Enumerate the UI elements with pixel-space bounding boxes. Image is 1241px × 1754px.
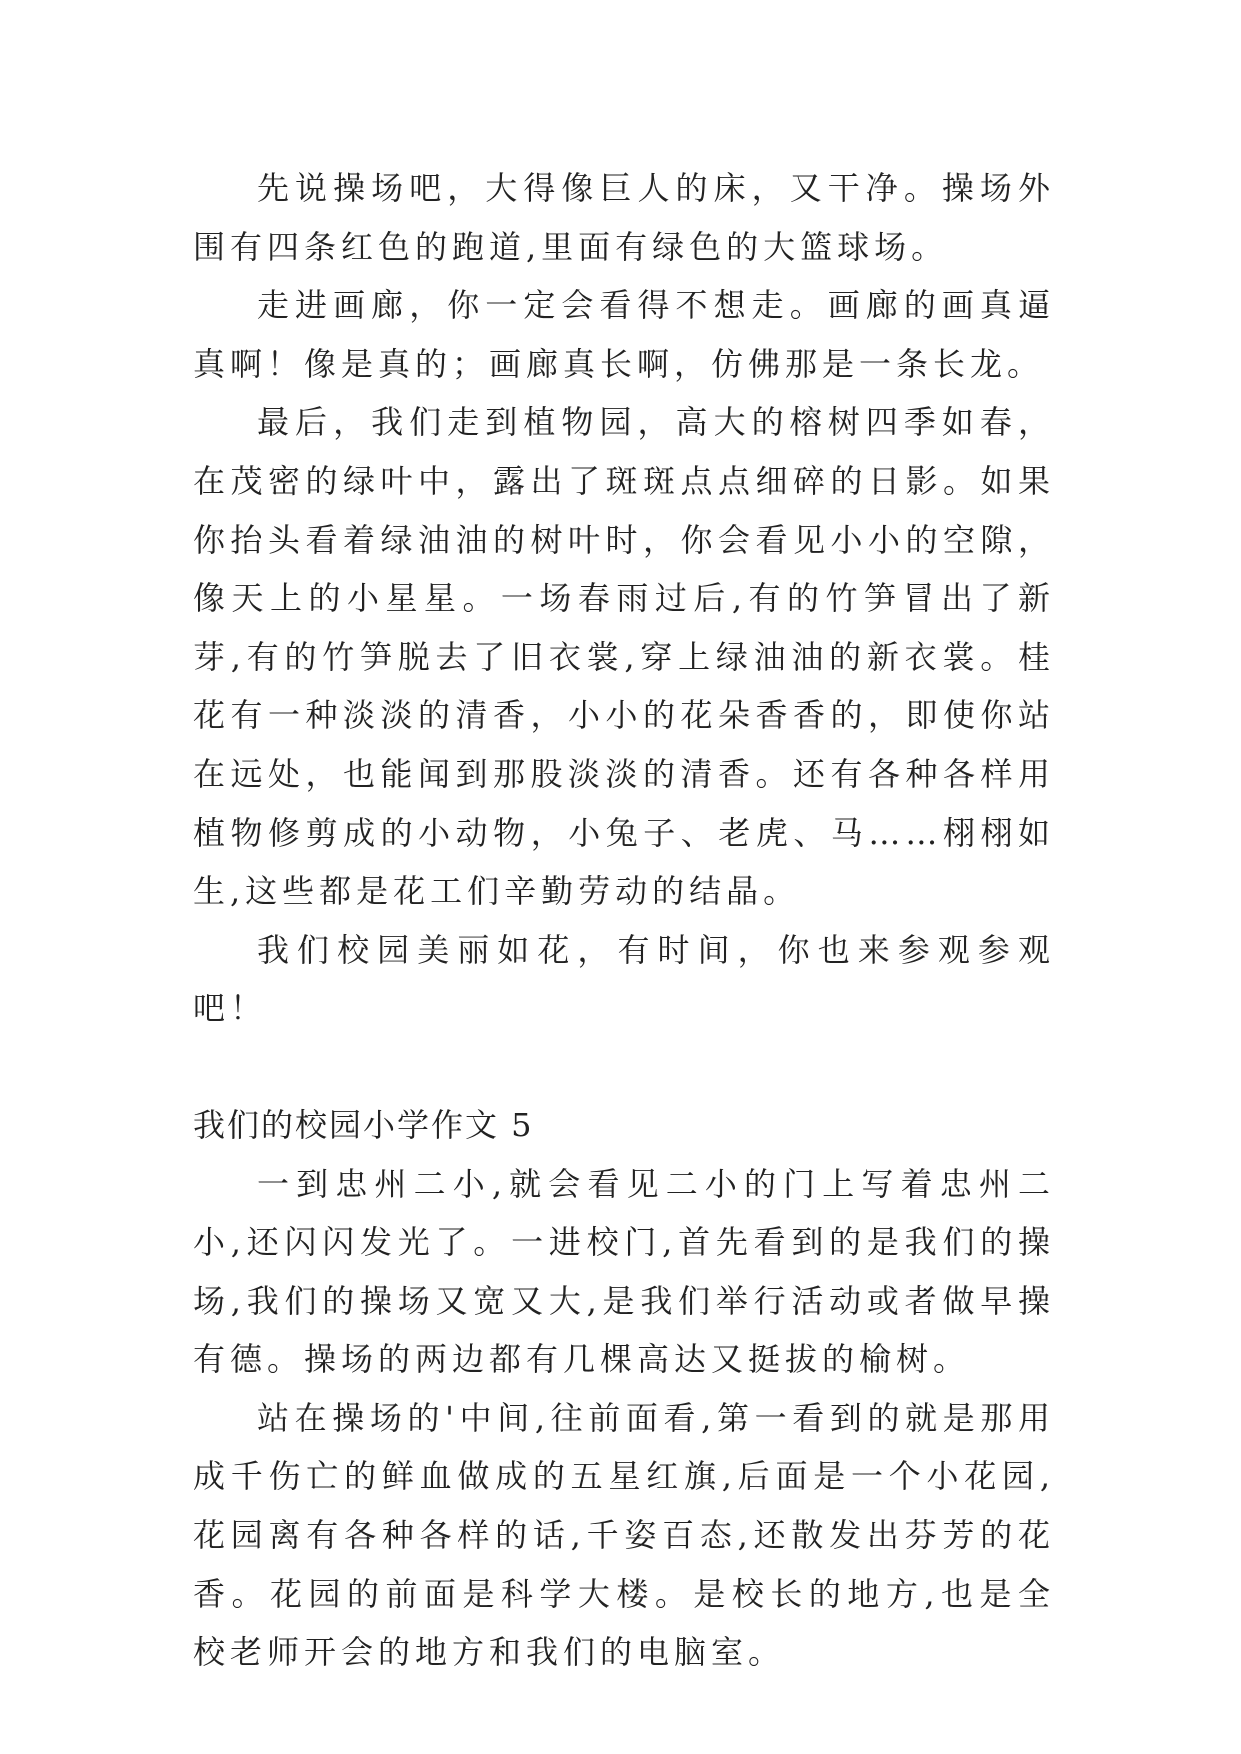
paragraph: 一到忠州二小,就会看见二小的门上写着忠州二小,还闪闪发光了。一进校门,首先看到的是我们的操场,我们的操场又宽又大,是我们举行活动或者做早操有德。操场的两边都有几棵高达又挺拔的榆树。	[193, 1164, 1055, 1379]
paragraph: 最后，我们走到植物园，高大的榕树四季如春，在茂密的绿叶中，露出了斑斑点点细碎的日影。如果你抬头看着绿油油的树叶时，你会看见小小的空隙，像天上的小星星。一场春雨过后,有的竹笋冒出了新芽,有的竹笋脱去了旧衣裳,穿上绿油油的新衣裳。桂花有一种淡淡的清香，小小的花朵香香的，即使你站在远处，也能闻到那股淡淡的清香。还有各种各样用植物修剪成的小动物，小兔子、老虎、马……栩栩如生,这些都是花工们辛勤劳动的结晶。	[193, 403, 1055, 911]
paragraph: 先说操场吧，大得像巨人的床，又干净。操场外围有四条红色的跑道,里面有绿色的大篮球场。	[193, 169, 1055, 266]
paragraph: 走进画廊，你一定会看得不想走。画廊的画真逼真啊！像是真的；画廊真长啊，仿佛那是一条长龙。	[193, 286, 1055, 383]
document-body	[193, 159, 1055, 1682]
section-title: 我们的校园小学作文 5	[193, 1105, 534, 1144]
paragraph: 我们校园美丽如花，有时间，你也来参观参观吧！	[193, 930, 1055, 1028]
paragraph: 站在操场的'中间,往前面看,第一看到的就是那用成千伤亡的鲜血做成的五星红旗,后面是一个小花园,花园离有各种各样的话,千姿百态,还散发出芬芳的花香。花园的前面是科学大楼。是校长的地方,也是全校老师开会的地方和我们的电脑室。	[193, 1398, 1055, 1672]
